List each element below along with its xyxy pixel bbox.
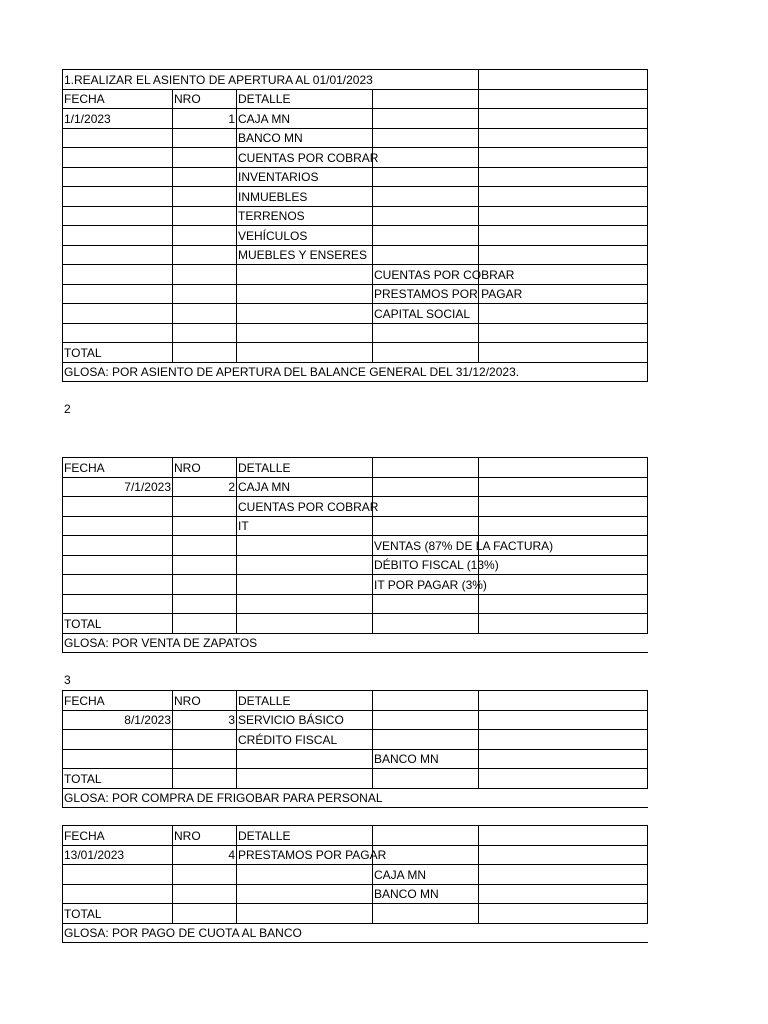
entry-3-header-row	[63, 691, 648, 711]
debit-account[interactable]: CAJA MN	[237, 477, 373, 497]
cell[interactable]	[373, 477, 479, 497]
cell[interactable]	[479, 845, 648, 865]
entry-2-table	[62, 457, 648, 653]
debit-account[interactable]: IT	[237, 516, 373, 536]
cell[interactable]	[173, 265, 237, 285]
header-detalle[interactable]: DETALLE	[237, 458, 373, 478]
cell[interactable]	[173, 769, 237, 789]
cell[interactable]	[237, 749, 373, 769]
total-label[interactable]: TOTAL	[63, 343, 173, 363]
credit-account[interactable]: PRESTAMOS POR PAGAR	[373, 284, 479, 304]
cell[interactable]	[373, 769, 479, 789]
cell[interactable]	[479, 749, 648, 769]
cell[interactable]	[173, 167, 237, 187]
cell[interactable]	[479, 206, 648, 226]
table-row	[63, 575, 648, 595]
entry-date[interactable]: 13/01/2023	[63, 845, 173, 865]
table-row	[63, 497, 648, 517]
cell[interactable]	[173, 187, 237, 207]
cell[interactable]	[173, 245, 237, 265]
cell[interactable]	[479, 245, 648, 265]
cell[interactable]	[373, 691, 479, 711]
entry-3-glosa[interactable]: GLOSA: POR COMPRA DE FRIGOBAR PARA PERSONAL	[63, 788, 648, 808]
credit-account[interactable]: CUENTAS POR COBRAR	[373, 265, 479, 285]
cell[interactable]	[173, 575, 237, 595]
cell[interactable]	[479, 826, 648, 846]
cell[interactable]	[63, 304, 173, 324]
cell[interactable]	[237, 304, 373, 324]
debit-account[interactable]: CRÉDITO FISCAL	[237, 730, 373, 750]
cell[interactable]	[479, 109, 648, 129]
cell[interactable]	[237, 343, 373, 363]
cell[interactable]	[373, 187, 479, 207]
cell[interactable]	[173, 594, 237, 614]
debit-account[interactable]: TERRENOS	[237, 206, 373, 226]
cell[interactable]	[237, 904, 373, 924]
cell[interactable]	[479, 884, 648, 904]
cell[interactable]	[173, 343, 237, 363]
cell[interactable]	[479, 226, 648, 246]
entry-date[interactable]: 8/1/2023	[63, 710, 173, 730]
entry-date[interactable]: 7/1/2023	[63, 477, 173, 497]
credit-account[interactable]: CAPITAL SOCIAL	[373, 304, 479, 324]
table-row	[63, 865, 648, 885]
table-row	[63, 730, 648, 750]
header-nro[interactable]: NRO	[173, 458, 237, 478]
cell[interactable]	[173, 304, 237, 324]
section-label-2: 2	[64, 402, 71, 416]
credit-account[interactable]: VENTAS (87% DE LA FACTURA)	[373, 536, 479, 556]
table-row	[63, 555, 648, 575]
cell[interactable]	[63, 575, 173, 595]
cell[interactable]	[63, 148, 173, 168]
cell[interactable]	[237, 575, 373, 595]
debit-account[interactable]: CAJA MN	[237, 109, 373, 129]
cell[interactable]	[173, 730, 237, 750]
cell[interactable]	[479, 128, 648, 148]
table-row	[63, 226, 648, 246]
cell[interactable]	[237, 884, 373, 904]
cell[interactable]	[173, 865, 237, 885]
cell[interactable]	[373, 167, 479, 187]
cell[interactable]	[63, 555, 173, 575]
cell[interactable]	[173, 128, 237, 148]
journal-entry-1	[62, 69, 647, 382]
entry-1-title[interactable]: 1.REALIZAR EL ASIENTO DE APERTURA AL 01/01/2023	[63, 70, 479, 90]
debit-account[interactable]: INVENTARIOS	[237, 167, 373, 187]
entry-1-header-row	[63, 89, 648, 109]
credit-account[interactable]: BANCO MN	[373, 749, 479, 769]
header-detalle[interactable]: DETALLE	[237, 89, 373, 109]
debit-account[interactable]: SERVICIO BÁSICO	[237, 710, 373, 730]
cell[interactable]	[373, 594, 479, 614]
table-row	[63, 845, 648, 865]
cell[interactable]	[63, 516, 173, 536]
cell[interactable]	[479, 477, 648, 497]
debit-account[interactable]: VEHÍCULOS	[237, 226, 373, 246]
cell[interactable]	[63, 884, 173, 904]
debit-account[interactable]: INMUEBLES	[237, 187, 373, 207]
total-row	[63, 904, 648, 924]
cell[interactable]	[479, 614, 648, 634]
cell[interactable]	[173, 148, 237, 168]
entry-4-table	[62, 825, 648, 943]
cell[interactable]	[173, 904, 237, 924]
total-label[interactable]: TOTAL	[63, 904, 173, 924]
entry-number[interactable]: 4	[173, 845, 237, 865]
header-detalle[interactable]: DETALLE	[237, 691, 373, 711]
entry-1-title-row	[63, 70, 648, 90]
cell[interactable]	[63, 187, 173, 207]
table-row	[63, 265, 648, 285]
total-row	[63, 769, 648, 789]
cell[interactable]	[173, 749, 237, 769]
cell[interactable]	[173, 884, 237, 904]
cell[interactable]	[237, 769, 373, 789]
cell[interactable]	[63, 730, 173, 750]
cell[interactable]	[479, 710, 648, 730]
table-row	[63, 206, 648, 226]
table-row	[63, 187, 648, 207]
cell[interactable]	[479, 691, 648, 711]
cell[interactable]	[173, 284, 237, 304]
cell[interactable]	[373, 458, 479, 478]
entry-number[interactable]: 3	[173, 710, 237, 730]
cell[interactable]	[479, 89, 648, 109]
glosa-row	[63, 362, 648, 382]
cell[interactable]	[373, 128, 479, 148]
table-row	[63, 148, 648, 168]
cell[interactable]	[479, 343, 648, 363]
cell[interactable]	[479, 323, 648, 343]
cell[interactable]	[173, 323, 237, 343]
header-fecha[interactable]: FECHA	[63, 89, 173, 109]
cell[interactable]	[237, 614, 373, 634]
glosa-row	[63, 788, 648, 808]
cell[interactable]	[173, 206, 237, 226]
cell[interactable]	[373, 89, 479, 109]
glosa-row	[63, 633, 648, 653]
table-row	[63, 884, 648, 904]
glosa-row	[63, 923, 648, 943]
entry-1-table	[62, 69, 648, 382]
entry-number[interactable]: 2	[173, 477, 237, 497]
total-label[interactable]: TOTAL	[63, 614, 173, 634]
entry-2-header-row	[63, 458, 648, 478]
header-nro[interactable]: NRO	[173, 89, 237, 109]
table-row	[63, 304, 648, 324]
credit-account[interactable]: DÉBITO FISCAL (13%)	[373, 555, 479, 575]
entry-date[interactable]: 1/1/2023	[63, 109, 173, 129]
cell[interactable]	[237, 594, 373, 614]
cell[interactable]	[63, 497, 173, 517]
cell[interactable]	[63, 167, 173, 187]
cell[interactable]	[373, 826, 479, 846]
entry-number[interactable]: 1	[173, 109, 237, 129]
cell[interactable]	[373, 245, 479, 265]
debit-account[interactable]: BANCO MN	[237, 128, 373, 148]
header-nro[interactable]: NRO	[173, 826, 237, 846]
credit-account[interactable]: CAJA MN	[373, 865, 479, 885]
table-row	[63, 516, 648, 536]
table-row	[63, 109, 648, 129]
cell[interactable]	[63, 594, 173, 614]
credit-account[interactable]: IT POR PAGAR (3%)	[373, 575, 479, 595]
cell[interactable]	[479, 594, 648, 614]
table-row	[63, 477, 648, 497]
cell[interactable]	[237, 865, 373, 885]
debit-account[interactable]: CUENTAS POR COBRAR	[237, 497, 373, 517]
entry-4-header-row	[63, 826, 648, 846]
cell[interactable]	[479, 575, 648, 595]
cell[interactable]	[373, 845, 479, 865]
cell[interactable]	[63, 284, 173, 304]
cell[interactable]	[479, 730, 648, 750]
section-label-3: 3	[64, 673, 71, 687]
cell[interactable]	[373, 109, 479, 129]
cell[interactable]	[479, 187, 648, 207]
cell[interactable]	[479, 555, 648, 575]
spreadsheet-page	[62, 0, 662, 1024]
total-label[interactable]: TOTAL	[63, 769, 173, 789]
table-row	[63, 284, 648, 304]
cell[interactable]	[479, 458, 648, 478]
cell[interactable]	[479, 769, 648, 789]
cell[interactable]	[479, 167, 648, 187]
cell[interactable]	[173, 516, 237, 536]
journal-entry-3	[62, 690, 647, 808]
cell[interactable]	[373, 497, 479, 517]
cell[interactable]	[479, 516, 648, 536]
cell[interactable]	[63, 206, 173, 226]
cell[interactable]	[373, 710, 479, 730]
table-row	[63, 128, 648, 148]
credit-account[interactable]: BANCO MN	[373, 884, 479, 904]
cell[interactable]	[237, 536, 373, 556]
cell[interactable]	[373, 904, 479, 924]
cell[interactable]	[373, 323, 479, 343]
cell[interactable]	[63, 245, 173, 265]
cell[interactable]	[173, 497, 237, 517]
journal-entry-4	[62, 825, 647, 943]
cell[interactable]	[479, 904, 648, 924]
debit-account[interactable]: PRESTAMOS POR PAGAR	[237, 845, 373, 865]
header-detalle[interactable]: DETALLE	[237, 826, 373, 846]
cell[interactable]	[479, 148, 648, 168]
cell[interactable]	[237, 555, 373, 575]
cell[interactable]	[63, 865, 173, 885]
cell[interactable]	[63, 128, 173, 148]
entry-2-glosa[interactable]: GLOSA: POR VENTA DE ZAPATOS	[63, 633, 648, 653]
cell[interactable]	[173, 536, 237, 556]
cell[interactable]	[479, 497, 648, 517]
cell[interactable]	[63, 226, 173, 246]
cell[interactable]	[63, 749, 173, 769]
entry-3-table	[62, 690, 648, 808]
debit-account[interactable]: MUEBLES Y ENSERES	[237, 245, 373, 265]
cell[interactable]	[373, 343, 479, 363]
cell[interactable]	[173, 555, 237, 575]
header-fecha[interactable]: FECHA	[63, 691, 173, 711]
table-row	[63, 594, 648, 614]
cell[interactable]	[373, 148, 479, 168]
cell[interactable]	[373, 516, 479, 536]
table-row	[63, 323, 648, 343]
table-row	[63, 749, 648, 769]
cell[interactable]	[237, 323, 373, 343]
cell[interactable]	[373, 730, 479, 750]
debit-account[interactable]: CUENTAS POR COBRAR	[237, 148, 373, 168]
table-row	[63, 167, 648, 187]
table-row	[63, 710, 648, 730]
cell[interactable]	[173, 614, 237, 634]
cell[interactable]	[173, 226, 237, 246]
cell[interactable]	[479, 865, 648, 885]
table-row	[63, 536, 648, 556]
cell[interactable]	[63, 265, 173, 285]
total-row	[63, 614, 648, 634]
cell[interactable]	[237, 284, 373, 304]
cell[interactable]	[63, 323, 173, 343]
cell[interactable]	[373, 614, 479, 634]
entry-4-glosa[interactable]: GLOSA: POR PAGO DE CUOTA AL BANCO	[63, 923, 648, 943]
cell[interactable]	[479, 70, 648, 90]
header-fecha[interactable]: FECHA	[63, 826, 173, 846]
cell[interactable]	[373, 206, 479, 226]
cell[interactable]	[373, 226, 479, 246]
cell[interactable]	[237, 265, 373, 285]
table-row	[63, 245, 648, 265]
header-nro[interactable]: NRO	[173, 691, 237, 711]
entry-1-glosa[interactable]: GLOSA: POR ASIENTO DE APERTURA DEL BALANCE GENERAL DEL 31/12/2023.	[63, 362, 648, 382]
total-row	[63, 343, 648, 363]
cell[interactable]	[479, 304, 648, 324]
header-fecha[interactable]: FECHA	[63, 458, 173, 478]
journal-entry-2	[62, 457, 647, 653]
cell[interactable]	[63, 536, 173, 556]
